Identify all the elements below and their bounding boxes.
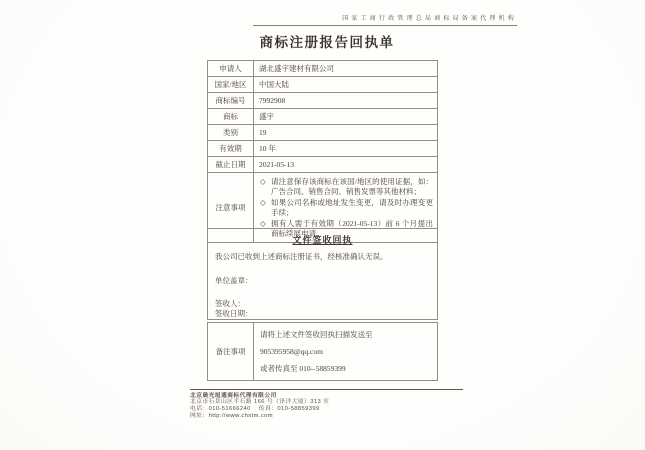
note-text: 拥有人需于有效期（2021-05-13）前 6 个月提出商标续展申请。 xyxy=(271,218,433,239)
diamond-bullet-icon: ◇ xyxy=(260,197,266,207)
row-value: 湖北盛宇建材有限公司 xyxy=(254,61,438,77)
row-value: 盛宇 xyxy=(254,109,438,125)
remarks-row xyxy=(208,323,438,381)
diamond-bullet-icon: ◇ xyxy=(260,218,266,228)
table-row xyxy=(208,109,438,125)
row-value: 10 年 xyxy=(254,141,438,157)
table-row xyxy=(208,141,438,157)
note-item xyxy=(260,198,433,219)
receipt-statement: 我公司已收到上述商标注册证书，经核准确认无误。 xyxy=(215,252,388,261)
footer-company-name: 北京晨光旭通商标代理有限公司 xyxy=(190,392,277,399)
note-text: 如果公司名称或地址发生变更，请及时办理变更手续； xyxy=(271,197,433,218)
row-label: 截止日期 xyxy=(208,157,254,173)
table-row xyxy=(208,77,438,93)
row-label: 商标 xyxy=(208,109,254,125)
note-item xyxy=(260,177,433,198)
trademark-info-table xyxy=(207,60,438,243)
row-value: 中国大陆 xyxy=(254,77,438,93)
footer-website: 网址：http://www.chstm.com xyxy=(190,412,273,419)
table-row xyxy=(208,157,438,173)
row-label: 申请人 xyxy=(208,61,254,77)
footer-contact xyxy=(190,406,463,413)
row-value: 2021-05-13 xyxy=(254,157,438,173)
footer-address: 北京市石景山区半石路 166 号（泽洋大厦）313 室 xyxy=(190,399,330,406)
sign-date-label: 签收日期： xyxy=(215,309,253,318)
row-label: 类别 xyxy=(208,125,254,141)
row-value: 19 xyxy=(254,125,438,141)
page-title: 商标注册报告回执单 xyxy=(259,35,395,50)
row-label: 商标编号 xyxy=(208,93,254,109)
receipt-confirmation-box xyxy=(207,228,438,320)
footer-phone: 电话：010-51666240 xyxy=(190,405,251,412)
agency-footer xyxy=(190,389,463,419)
diamond-bullet-icon: ◇ xyxy=(260,177,266,186)
table-row xyxy=(208,61,438,77)
remarks-table xyxy=(207,322,438,381)
signer-label: 签收人： xyxy=(215,299,245,308)
note-text: 请注意保存该商标在该国/地区的使用证据，如：广告合同、销售合同、销售发票等其他材料； xyxy=(271,177,433,197)
table-row xyxy=(208,93,438,109)
remarks-content xyxy=(254,323,438,381)
row-value: 7992908 xyxy=(254,93,438,109)
row-label: 有效期 xyxy=(208,141,254,157)
unit-stamp-label: 单位盖章： xyxy=(215,276,253,285)
remarks-line: 或者传真至 010--58859399 xyxy=(260,364,346,373)
footer-fax: 传真：010-58859399 xyxy=(258,405,320,412)
remarks-line: 请将上述文件签收回执扫描发送至 905395958@qq.com xyxy=(260,330,373,356)
table-row xyxy=(208,125,438,141)
row-label: 国家/地区 xyxy=(208,77,254,93)
notes-label: 注意事项 xyxy=(208,173,254,243)
remarks-label: 备注事项 xyxy=(208,323,254,381)
receipt-box-title: 文件签收回执 xyxy=(292,235,353,245)
agency-header-note: 国家工商行政管理总局商标局备案代理机构 xyxy=(253,13,517,26)
